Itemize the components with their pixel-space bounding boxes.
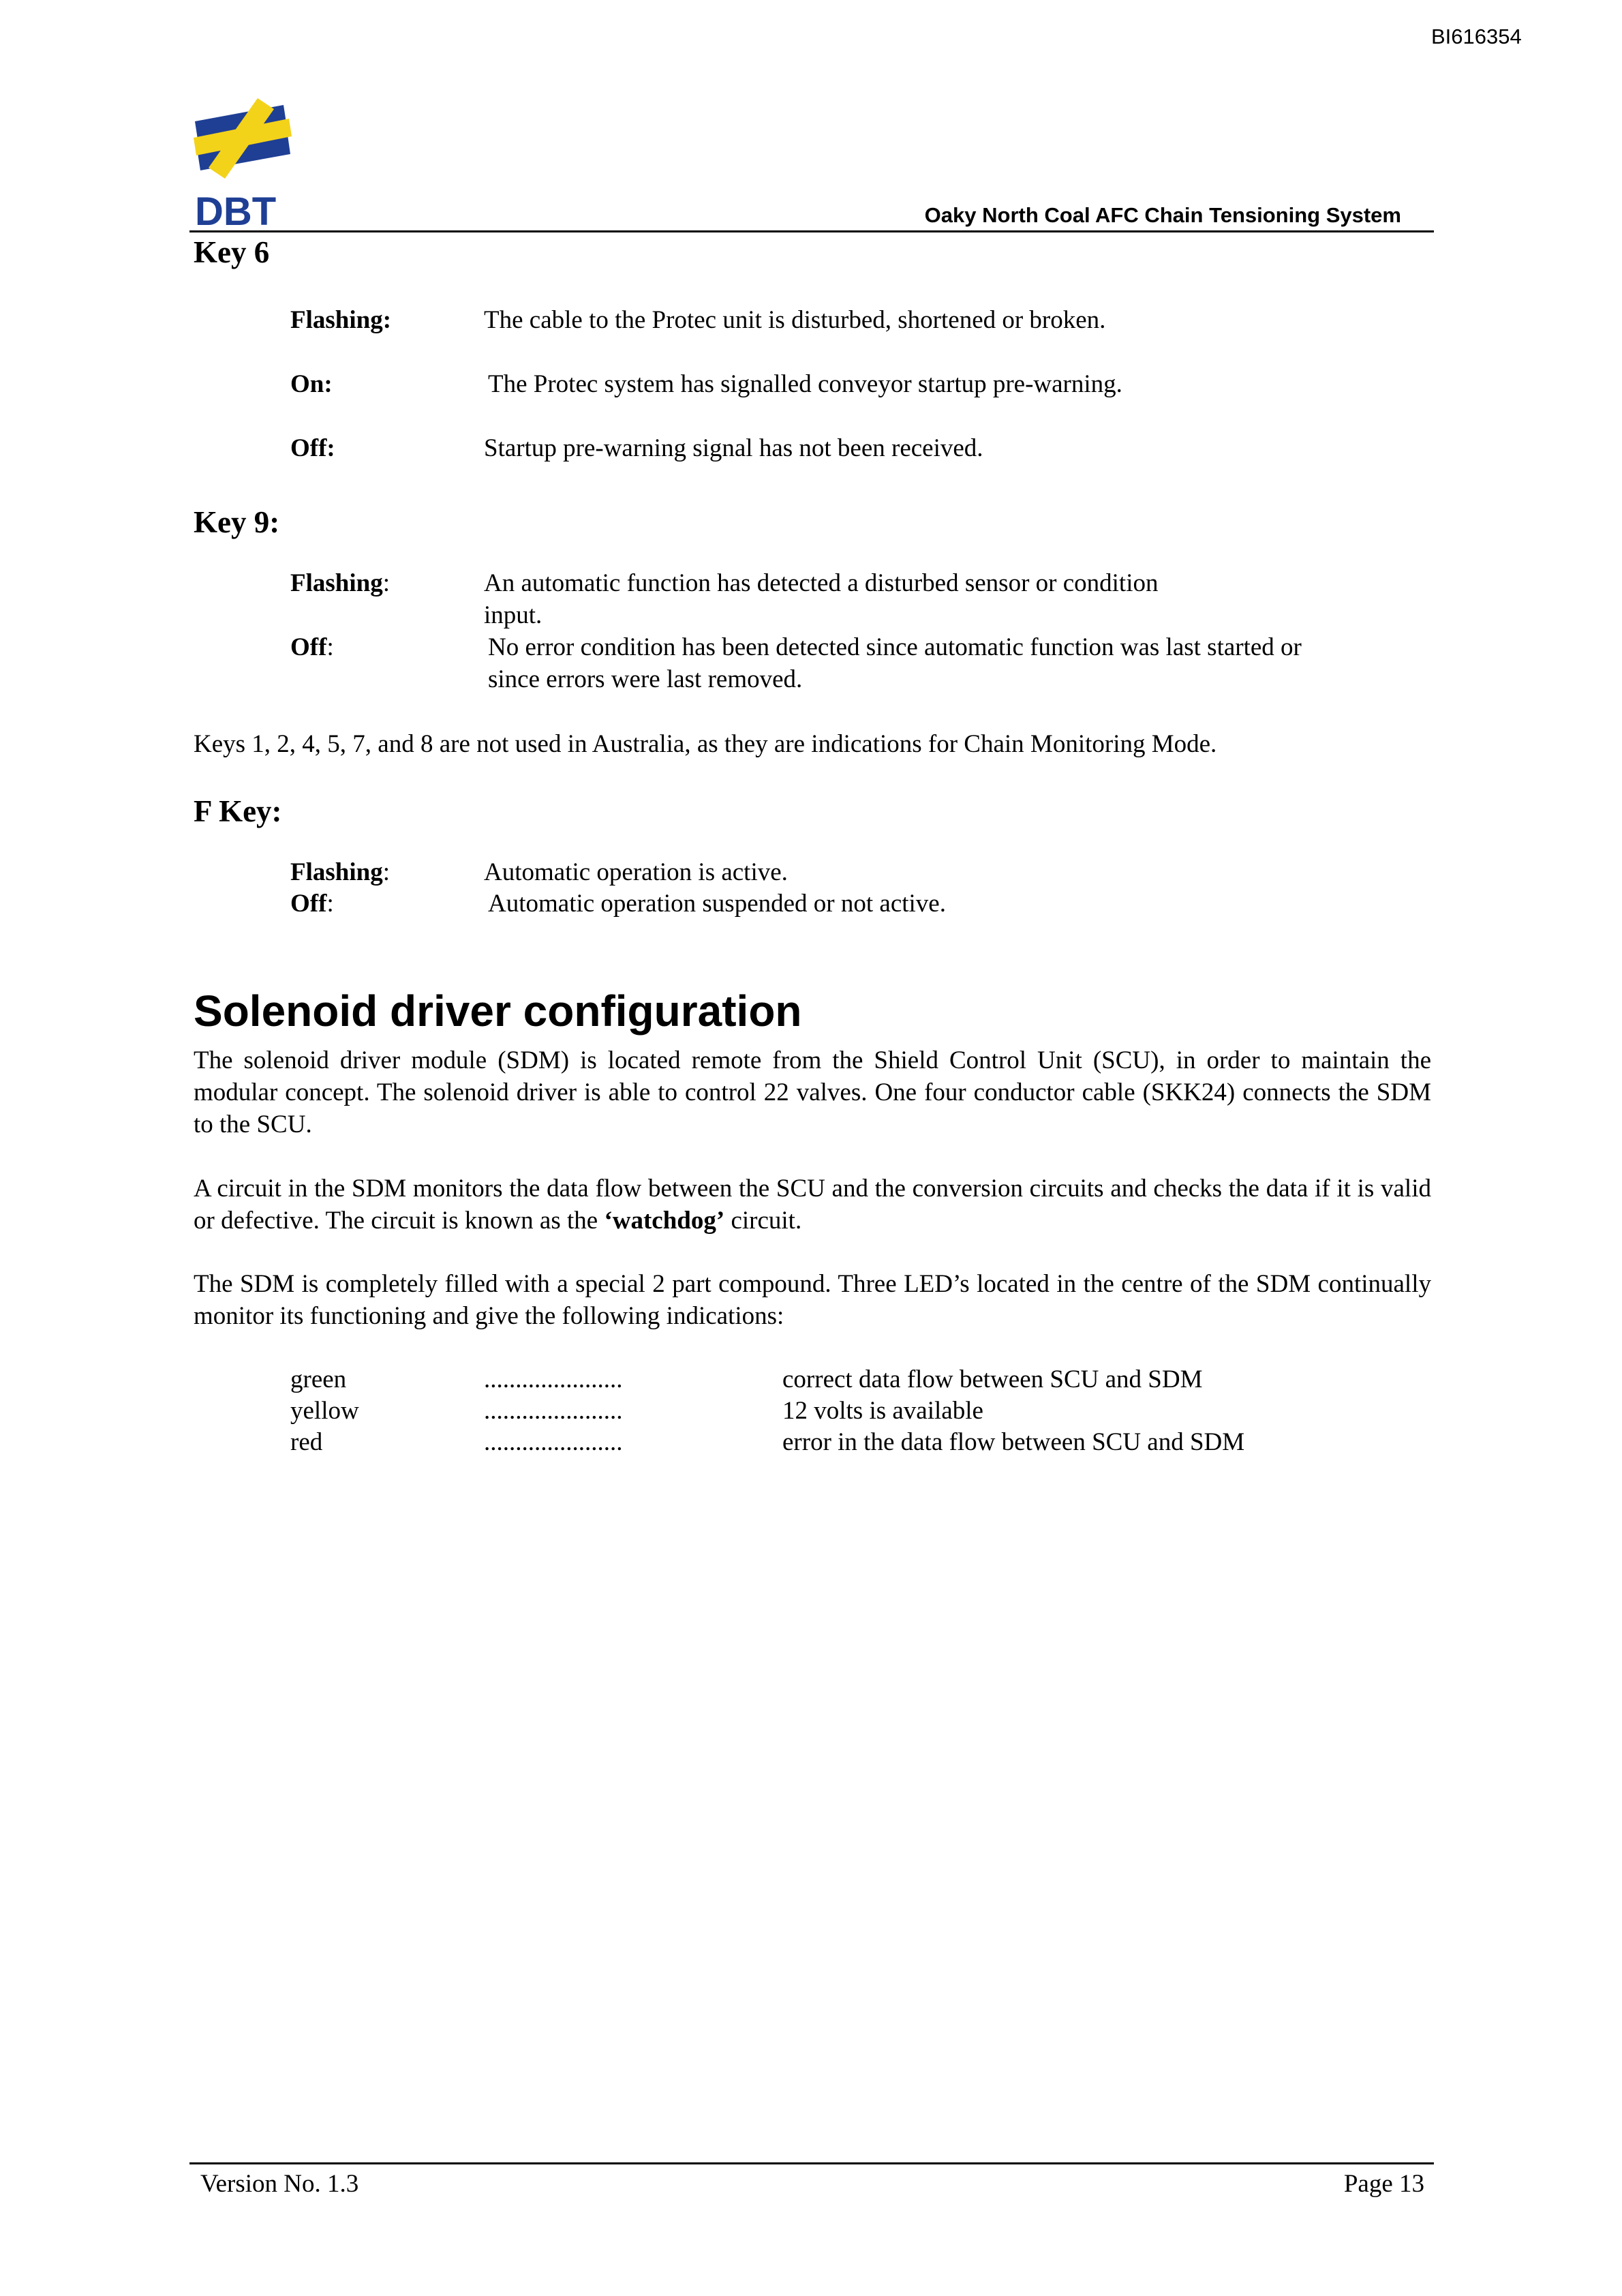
led-green-leader: ...................... xyxy=(484,1365,623,1393)
header-rule xyxy=(189,230,1434,232)
key6-on-label: On: xyxy=(290,370,333,398)
section-para-3: The SDM is completely filled with a special 2 part compound. Three LED’s located in the centre of the SDM continually monitor its functioning and give the following indications: xyxy=(194,1270,1431,1330)
fkey-off-label: Off: xyxy=(290,890,334,918)
dbt-logo xyxy=(192,95,294,229)
section-para-2: A circuit in the SDM monitors the data flow between the SCU and the conversion circuits and checks the data if it is valid or defective. The circuit is known as the ‘watchdog’ circuit. xyxy=(194,1175,1431,1235)
led-red-leader: ...................... xyxy=(484,1428,623,1456)
footer-page-number: Page 13 xyxy=(1343,2170,1424,2198)
key9-flashing-text: An automatic function has detected a disturbed sensor or condition input. xyxy=(484,569,1159,629)
keys-note: Keys 1, 2, 4, 5, 7, and 8 are not used in Australia, as they are indications for Chain Monitoring Mode. xyxy=(194,730,1217,758)
footer-rule xyxy=(189,2162,1434,2164)
led-yellow-desc: 12 volts is available xyxy=(782,1397,983,1425)
key9-off-text: No error condition has been detected since automatic function was last started or since errors were last removed. xyxy=(488,633,1302,693)
led-yellow-leader: ...................... xyxy=(484,1397,623,1425)
led-yellow-name: yellow xyxy=(290,1397,359,1425)
footer-version: Version No. 1.3 xyxy=(200,2170,359,2198)
watchdog-term: ‘watchdog’ xyxy=(604,1207,725,1235)
fkey-off-text: Automatic operation suspended or not active. xyxy=(488,890,946,918)
key6-flashing-text: The cable to the Protec unit is disturbed, shortened or broken. xyxy=(484,306,1106,334)
led-red-desc: error in the data flow between SCU and SDM xyxy=(782,1428,1245,1456)
fkey-flashing-label: Flashing: xyxy=(290,858,390,886)
key9-flashing-label: Flashing: xyxy=(290,569,390,597)
fkey-heading: F Key: xyxy=(194,794,282,828)
led-red-name: red xyxy=(290,1428,323,1456)
key9-heading: Key 9: xyxy=(194,505,280,539)
section-para-1: The solenoid driver module (SDM) is located remote from the Shield Control Unit (SCU), in order to maintain the modular concept. The solenoid driver is able to control 22 valves. One four conductor cable (SKK24) connects the SDM to the SCU. xyxy=(194,1046,1431,1138)
key6-off-label: Off: xyxy=(290,434,335,462)
header-title: Oaky North Coal AFC Chain Tensioning System xyxy=(924,203,1401,227)
led-green-desc: correct data flow between SCU and SDM xyxy=(782,1365,1203,1393)
key6-on-text: The Protec system has signalled conveyor startup pre-warning. xyxy=(488,370,1122,398)
key9-off-label: Off: xyxy=(290,633,334,661)
key6-heading: Key 6 xyxy=(194,235,270,269)
section-heading: Solenoid driver configuration xyxy=(194,986,802,1036)
key6-off-text: Startup pre-warning signal has not been received. xyxy=(484,434,983,462)
document-id: BI616354 xyxy=(1431,25,1522,48)
key6-flashing-label: Flashing: xyxy=(290,306,392,334)
led-green-name: green xyxy=(290,1365,347,1393)
fkey-flashing-text: Automatic operation is active. xyxy=(484,858,788,886)
logo-text: DBT xyxy=(195,190,277,229)
